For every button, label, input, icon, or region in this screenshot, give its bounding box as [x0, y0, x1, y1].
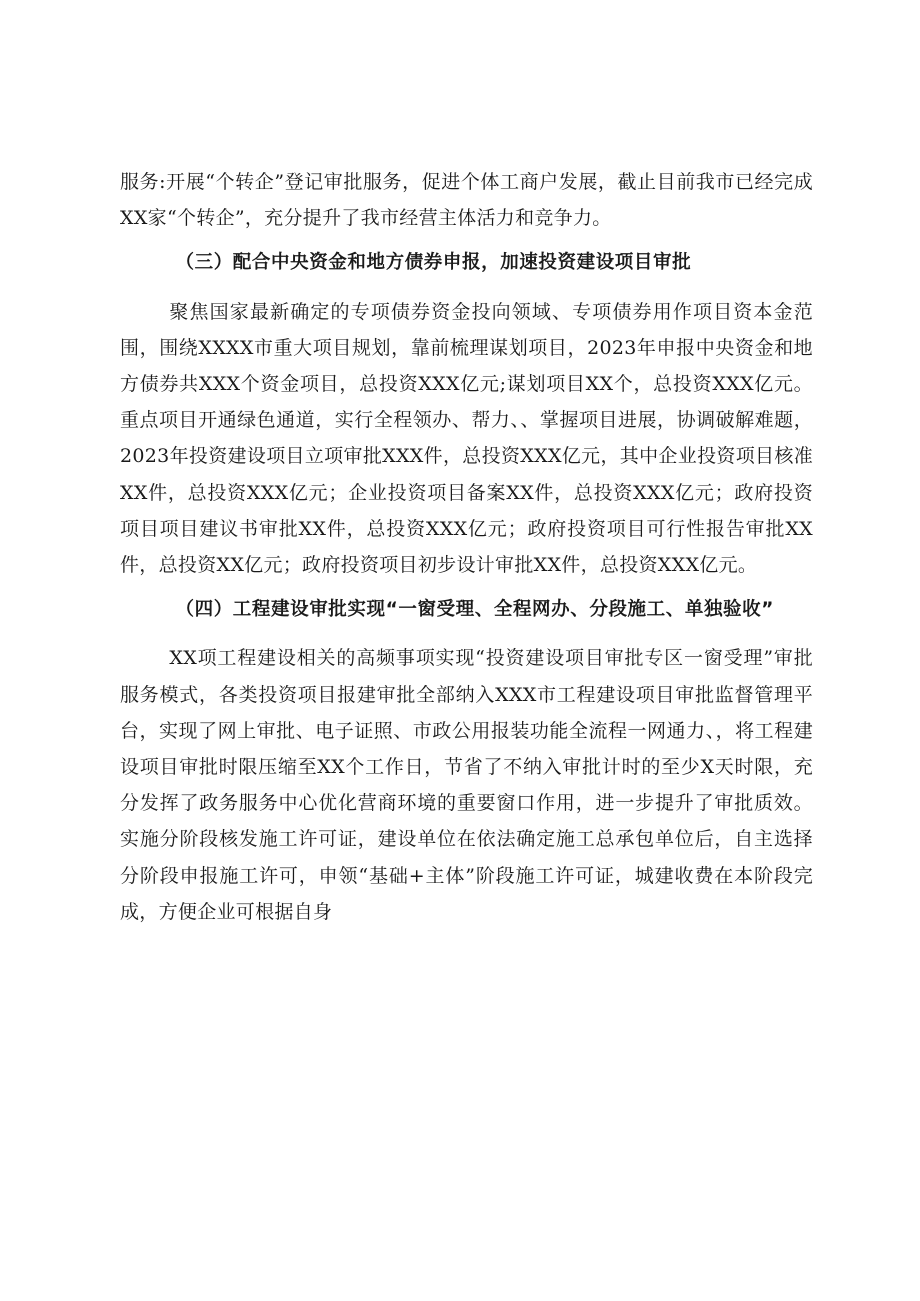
paragraph-construction: XX项工程建设相关的高频事项实现“投资建设项目审批专区一窗受理”审批服务模式，各类投资项目报建审批全部纳入XXX市工程建设项目审批监督管理平台，实现了网上审批、电子证照、市政公用报装功能全流程一网通力、，将工程建设项目审批时限压缩至XX个工作日，节省了不纳入审批计时的至少X天时限，充分发挥了政务服务中心优化营商环境的重要窗口作用，进一步提升了审批质效。实施分阶段核发施工许可证，建设单位在依法确定施工总承包单位后，自主选择分阶段申报施工许可，申领“基础+主体”阶段施工许可证，城建收费在本阶段完成，方便企业可根据自身	[120, 647, 813, 923]
paragraph-continuation: 服务:开展“个转企”登记审批服务，促进个体工商户发展，截止目前我市已经完成XX家“个转企”，充分提升了我市经营主体活力和竞争力。	[120, 171, 813, 230]
document-page	[120, 164, 813, 930]
spacer	[120, 236, 813, 245]
section-heading-4: （四）工程建设审批实现“一窗受理、全程网办、分段施工、单独验收”	[175, 599, 775, 621]
paragraph-investment: 聚焦国家最新确定的专项债券资金投向领域、专项债券用作项目资本金范围，围绕XXXX市重大项目规划，靠前梳理谋划项目，2023年申报中央资金和地方债券共XXX个资金项目，总投资XXX亿元;谋划项目XX个，总投资XXX亿元。重点项目开通绿色通道，实行全程领办、帮力、、掌握项目进展，协调破解难题，2023年投资建设项目立项审批XXX件，总投资XXX亿元，其中企业投资项目核准XX件，总投资XXX亿元；企业投资项目备案XX件，总投资XXX亿元；政府投资项目项目建议书审批XX件，总投资XXX亿元；政府投资项目可行性报告审批XX件，总投资XX亿元；政府投资项目初步设计审批XX件，总投资XXX亿元。	[120, 300, 813, 577]
spacer	[120, 583, 813, 592]
spacer	[120, 282, 813, 294]
section-heading-3: （三）配合中央资金和地方债券申报，加速投资建设项目审批	[175, 252, 692, 274]
spacer	[120, 628, 813, 640]
